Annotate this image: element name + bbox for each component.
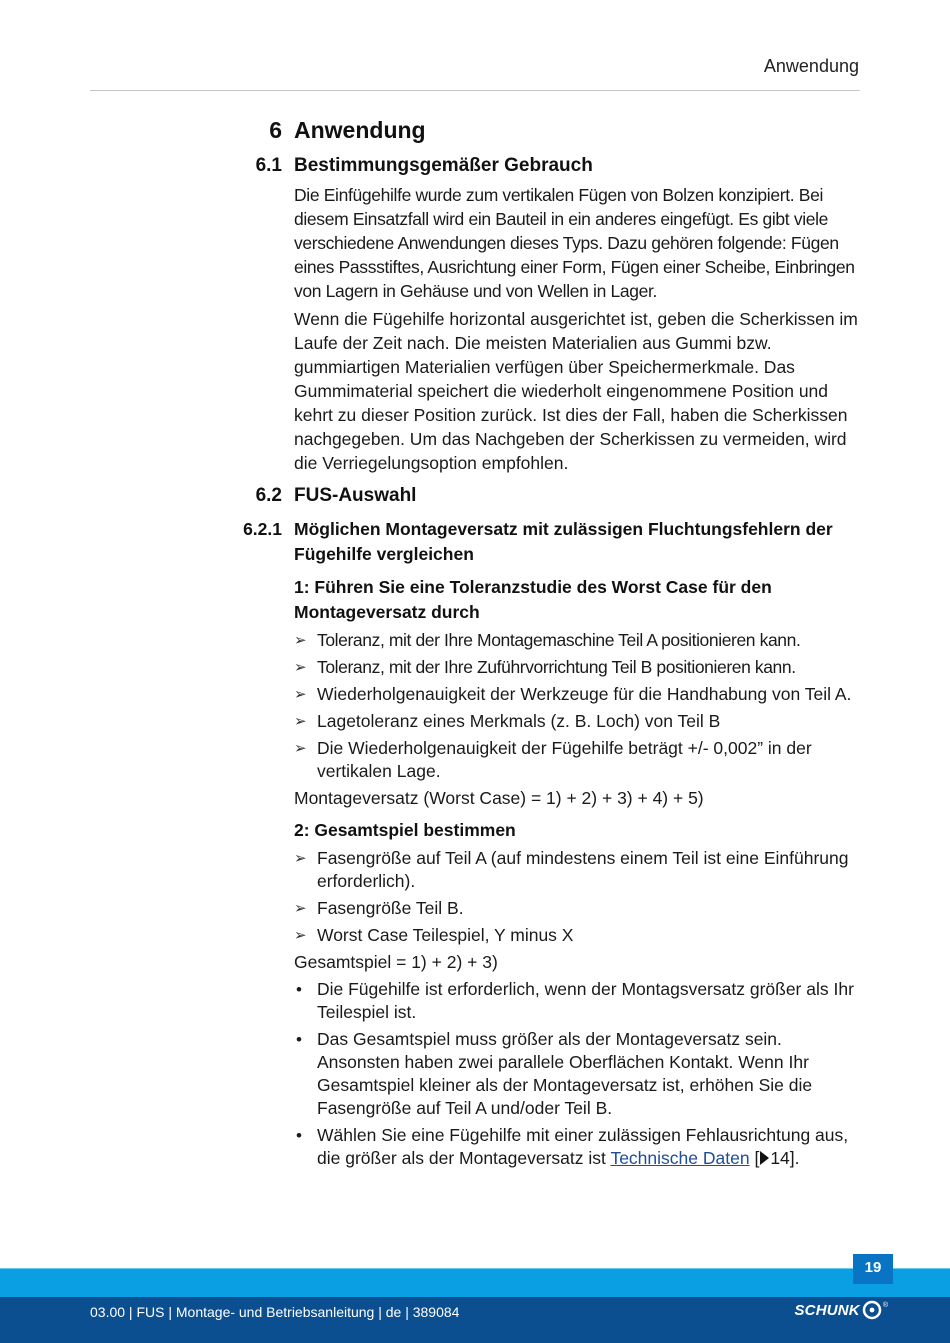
document-info: 03.00 | FUS | Montage- und Betriebsanleitung | de | 389084 — [90, 1304, 460, 1320]
list-item — [294, 897, 860, 920]
list-item — [294, 978, 860, 1024]
section-6-2-number: 6.2 — [255, 485, 282, 506]
list-item-text: Lagetoleranz eines Merkmals (z. B. Loch) von Teil B — [317, 711, 721, 731]
header-divider — [90, 90, 860, 91]
section-6-2-1-number: 6.2.1 — [243, 519, 282, 539]
intended-use-paragraph: Die Einfügehilfe wurde zum vertikalen Fügen von Bolzen konzipiert. Bei diesem Einsatzfall wird ein Bauteil in ein anderes eingefügt. Es gibt viele verschiedene Anwendungen dieses Typs. Dazu gehören folgende: Fügen eines Passstiftes, Ausrichtung einer Form, Fügen einer Scheibe, Einbringen von Lagern in Gehäuse und von Wellen in Lager. — [294, 185, 855, 301]
step-2-title: 2: Gesamtspiel bestimmen — [294, 820, 516, 840]
list-item-text: Wiederholgenauigkeit der Werkzeuge für die Handhabung von Teil A. — [317, 684, 852, 704]
section-6-2-heading — [0, 483, 950, 509]
section-6-2-1-heading — [0, 517, 950, 567]
reference-page[interactable]: 14 — [770, 1148, 790, 1168]
running-header: Anwendung — [763, 56, 859, 76]
section-6-2-1-title: Möglichen Montageversatz mit zulässigen Fluchtungsfehlern der Fügehilfe vergleichen — [294, 519, 833, 564]
list-item — [294, 683, 860, 706]
dot-bullet-icon: • — [296, 1030, 302, 1049]
assembly-offset-formula: Montageversatz (Worst Case) = 1) + 2) + 3) + 4) + 5) — [294, 788, 704, 808]
list-item — [294, 1124, 860, 1170]
arrow-bullet-icon: ➢ — [294, 850, 307, 867]
list-item — [294, 847, 860, 893]
list-item-text: Die Wiederholgenauigkeit der Fügehilfe beträgt +/- 0,002” in der vertikalen Lage. — [317, 738, 812, 781]
footer-band — [0, 1269, 950, 1297]
arrow-bullet-icon: ➢ — [294, 632, 307, 649]
arrow-bullet-icon: ➢ — [294, 686, 307, 703]
list-item — [294, 710, 860, 733]
list-item-text: Die Fügehilfe ist erforderlich, wenn der Montagsversatz größer als Ihr Teilespiel ist. — [317, 979, 854, 1022]
section-6-1-heading — [0, 153, 950, 179]
step-1-list — [294, 629, 860, 783]
reference-close: ]. — [789, 1148, 800, 1168]
dot-bullet-icon: • — [296, 980, 302, 999]
list-item-text: Worst Case Teilespiel, Y minus X — [317, 925, 574, 945]
arrow-bullet-icon: ➢ — [294, 659, 307, 676]
section-6-1-number: 6.1 — [255, 155, 282, 176]
registered-mark: ® — [882, 1301, 888, 1309]
list-item — [294, 656, 860, 679]
list-item-text: Fasengröße auf Teil A (auf mindestens einem Teil ist eine Einführung erforderlich). — [317, 848, 849, 891]
arrow-bullet-icon: ➢ — [294, 740, 307, 757]
total-clearance-formula: Gesamtspiel = 1) + 2) + 3) — [294, 952, 498, 972]
play-arrow-icon[interactable] — [760, 1151, 769, 1165]
section-6-1-title: Bestimmungsgemäßer Gebrauch — [294, 155, 593, 176]
reference-open: [ — [754, 1148, 760, 1168]
technical-data-link[interactable]: Technische Daten — [610, 1148, 750, 1168]
page-number: 19 — [853, 1254, 893, 1284]
section-6-title: Anwendung — [294, 117, 426, 143]
notes-list — [294, 978, 860, 1170]
section-6-number: 6 — [269, 117, 282, 143]
page-content — [0, 112, 950, 1170]
list-item — [294, 737, 860, 783]
step-2-list — [294, 847, 860, 947]
list-item-text: Das Gesamtspiel muss größer als der Montageversatz sein. Ansonsten haben zwei parallele Oberflächen Kontakt. Wenn Ihr Gesamtspiel kleiner als der Montageversatz ist, erhöhen Sie die Fasengröße auf Teil A und/oder Teil B. — [317, 1029, 813, 1118]
step-1-title: 1: Führen Sie eine Toleranzstudie des Worst Case für den Montageversatz durch — [294, 577, 772, 622]
section-6-heading — [0, 115, 950, 145]
dot-bullet-icon: • — [296, 1126, 302, 1145]
arrow-bullet-icon: ➢ — [294, 900, 307, 917]
list-item-text: Toleranz, mit der Ihre Zuführvorrichtung Teil B positionieren kann. — [317, 657, 796, 677]
list-item — [294, 924, 860, 947]
arrow-bullet-icon: ➢ — [294, 713, 307, 730]
list-item — [294, 629, 860, 652]
list-item-text: Toleranz, mit der Ihre Montagemaschine Teil A positionieren kann. — [317, 630, 801, 650]
brand-name: SCHUNK — [794, 1301, 860, 1319]
list-item-text: Wählen Sie eine Fügehilfe mit einer zulässigen Fehlausrichtung aus, die größer als der Montageversatz ist — [317, 1125, 849, 1168]
arrow-bullet-icon: ➢ — [294, 927, 307, 944]
schunk-logo-icon — [862, 1300, 882, 1320]
list-item-text: Fasengröße Teil B. — [317, 898, 464, 918]
schunk-logo — [794, 1300, 888, 1320]
section-6-2-title: FUS-Auswahl — [294, 485, 417, 506]
shear-pad-paragraph: Wenn die Fügehilfe horizontal ausgerichtet ist, geben die Scherkissen im Laufe der Zeit nach. Die meisten Materialien aus Gummi bzw. gummiartigen Materialien verfügen über Speichermerkmale. Das Gummimaterial speichert die wiederholt eingenommene Position und kehrt zu dieser Position zurück. Ist dies der Fall, haben die Scherkissen nachgegeben. Um das Nachgeben der Scherkissen zu vermeiden, wird die Verriegelungsoption empfohlen. — [294, 309, 858, 473]
list-item — [294, 1028, 860, 1120]
